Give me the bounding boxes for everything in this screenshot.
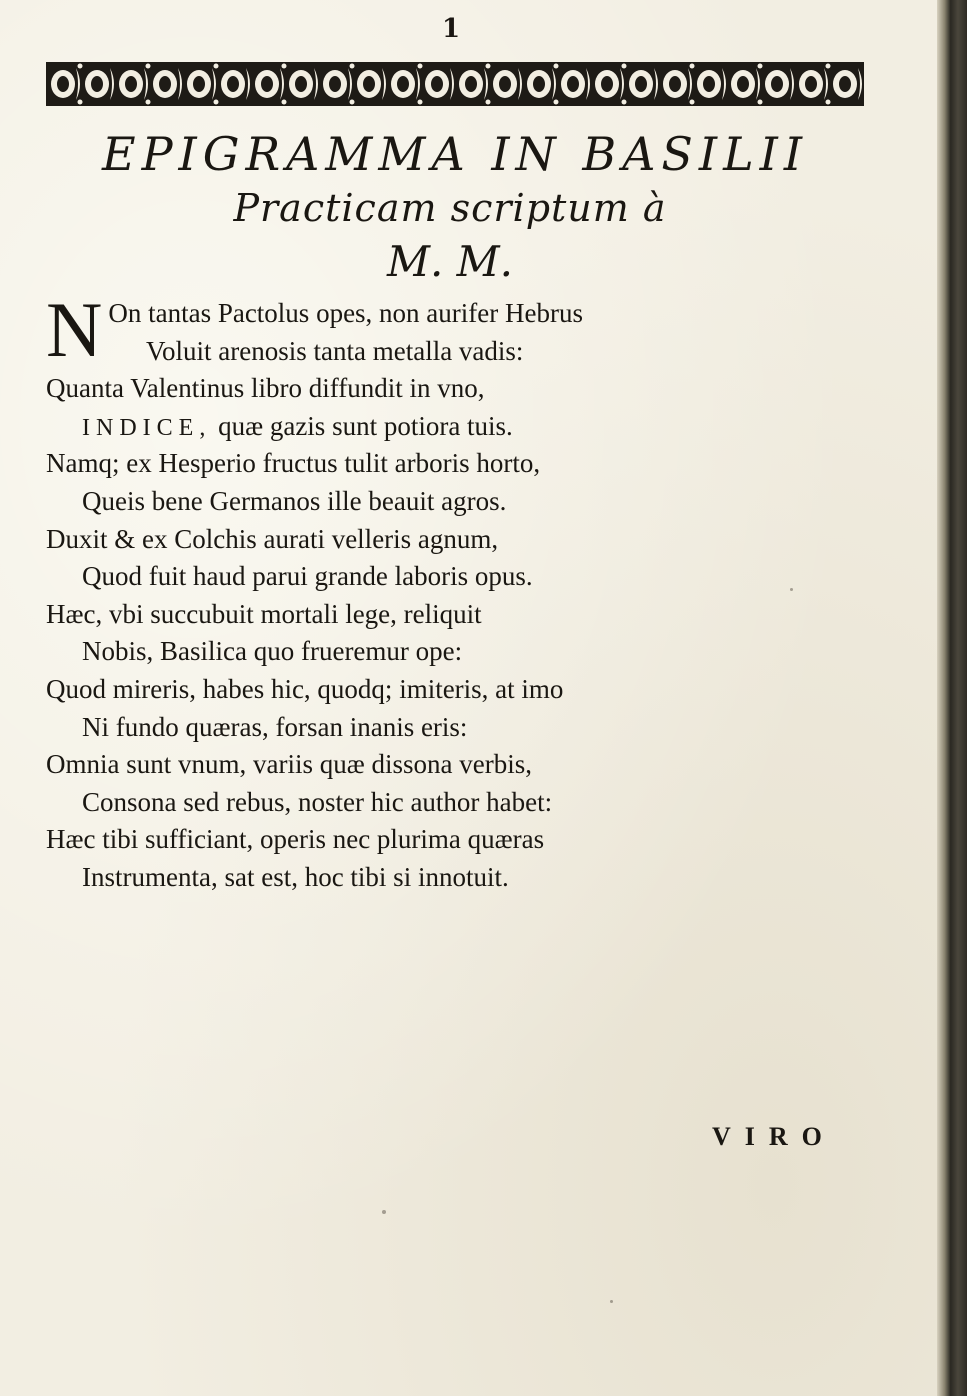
poem-line-14: Consona sed rebus, noster hic author habet:: [82, 786, 553, 817]
drop-cap: N: [46, 295, 103, 371]
poem-line-13: Omnia sunt vnum, variis quæ dissona verbis,: [46, 749, 532, 780]
poem-line-3: Quanta Valentinus libro diffundit in vno,: [46, 373, 485, 404]
poem-line-7: Duxit & ex Colchis aurati velleris agnum,: [46, 523, 499, 554]
fleuron-band-icon: [46, 60, 864, 108]
title-line-3: M. M.: [386, 237, 514, 286]
index-word: INDICE,: [82, 414, 212, 441]
poem-line-8: Quod fuit haud parui grande laboris opus.: [82, 561, 533, 592]
paper-speck: [382, 1210, 386, 1214]
poem-line-5: Namq; ex Hesperio fructus tulit arboris horto,: [46, 448, 541, 479]
epigram-poem: [46, 295, 766, 897]
poem-line-2: Voluit arenosis tanta metalla vadis:: [146, 335, 524, 366]
poem-line-12: Ni fundo quæras, forsan inanis eris:: [82, 711, 468, 742]
title-line-1: EPIGRAMMA IN BASILII: [102, 127, 808, 181]
poem-line-16: Instrumenta, sat est, hoc tibi si innotuit.: [82, 861, 509, 892]
poem-line-1: On tantas Pactolus opes, non aurifer Hebrus: [108, 298, 583, 328]
poem-line-6: Queis bene Germanos ille beauit agros.: [82, 485, 507, 516]
poem-line-4-text: quæ gazis sunt potiora tuis.: [211, 410, 513, 441]
poem-line-11: Quod mireris, habes hic, quodq; imiteris, at imo: [46, 673, 564, 704]
book-binding-edge: [937, 0, 967, 1396]
paper-speck: [610, 1300, 613, 1303]
opening-lines: [46, 295, 766, 370]
catchword: VIRO: [712, 1122, 836, 1151]
page-number: 1: [441, 14, 461, 44]
paper-speck: [790, 588, 793, 591]
poem-line-4: [46, 408, 766, 446]
poem-line-15: Hæc tibi sufficiant, operis nec plurima quæras: [46, 824, 545, 855]
title-line-2: Practicam scriptum à: [233, 186, 667, 230]
poem-line-10: Nobis, Basilica quo frueremur ope:: [82, 636, 463, 667]
poem-line-9: Hæc, vbi succubuit mortali lege, reliquit: [46, 598, 482, 629]
